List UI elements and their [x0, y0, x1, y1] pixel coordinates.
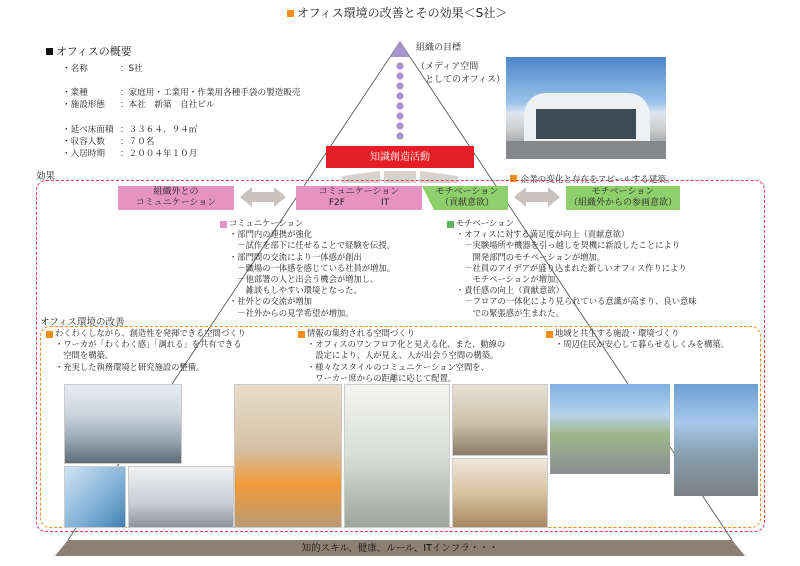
box-motivation [426, 186, 508, 210]
building-caption-text: 企業の変化と存在をアピールする建築。 [520, 174, 675, 185]
green-square-icon [447, 221, 454, 228]
overview-value: ：７０名 [120, 137, 155, 147]
box-external-motivation-label: モチベーション （組織外からの参画意欲） [568, 187, 677, 208]
overview-value: ：３３６４．９４㎡ [120, 125, 198, 135]
improvement-col1-text: わくわくしながら、創造性を発揮できる空間づくり ・ワーカが「わくわく感」「調れる」を共有できる 空間を構築。 ・充実した執務環境と研究施設の整備。 [55, 328, 246, 372]
overview-value: ：２００４年１０月 [120, 149, 198, 159]
communication-effects-text: コミュニケーション ・部門内の連携が強化 －試作を部下に任せることで経験を伝授。 ・部門間の交流により一体感が創出 －職場の一体感を感じている社員が増加。 －他部署の人と出会う機会が増加し、 雑談もしやすい環境となった。 ・社外との交流が増加 －社外からの見学希望が増加。 [229, 218, 395, 318]
overview-label: ・名称 [62, 64, 88, 74]
knowledge-creation-bar [326, 146, 474, 168]
foundation-label [55, 540, 745, 556]
box-external-motivation [566, 186, 680, 210]
overview-label: ・延べ床面積 [62, 125, 114, 135]
research-lab-photo [128, 466, 234, 528]
effects-label: 効果 [36, 171, 56, 182]
improvements-label: オフィス環境の改善 [40, 317, 125, 328]
goal-label: 組織の目標 [416, 43, 462, 53]
purple-dots [396, 62, 403, 139]
orange-square-icon [46, 331, 53, 338]
blue-room-photo [64, 466, 126, 528]
overview-label: ・入居時期 [62, 149, 105, 159]
overview-value: ：本社 新築 自社ビル [120, 100, 215, 110]
goal-subtitle: （メディア空間 としてのオフィス） [416, 62, 506, 85]
box-external-communication-label: 組織外との コミュニケーション [135, 187, 217, 208]
building-exterior-photo [674, 384, 758, 496]
overview-label: ・収容人数 [62, 137, 105, 147]
foundation-label-text: 知的スキル、健康、ルール、ITインフラ・・・ [301, 542, 499, 554]
orange-square-icon [546, 331, 553, 338]
box-communication-label: コミュニケーション F2F IT [318, 187, 400, 208]
overview-heading-text: オフィスの概要 [56, 45, 132, 58]
knowledge-creation-label: 知識創造活動 [370, 151, 430, 163]
box-external-communication [118, 186, 234, 210]
orange-square-icon [298, 331, 305, 338]
pink-square-icon [220, 221, 227, 228]
cafeteria-photo [452, 458, 548, 528]
building-glass [536, 109, 636, 139]
reception-photo [234, 384, 342, 528]
office-floor-photo [64, 384, 182, 464]
building-ground [506, 141, 666, 159]
overview-value: ：S社 [120, 64, 143, 74]
motivation-effects-text: モチベーション ・オフィスに対する満足度が向上（貢献意欲） －実験場所や機器を引っ越しを契機に新設したことにより 開発部門のモチベーションが増加。 －社員のアイデアが盛り込まれた新しいオフィス作りにより モチベーションが増加。 ・責任感の向上（貢献意欲） －フロアの一体化により見られている意識が高まり、良い意味 での緊張感が生まれた。 [456, 218, 697, 318]
box-motivation-label: モチベーション （貢献意欲） [435, 187, 499, 208]
box-communication [296, 186, 422, 210]
corridor-photo [344, 384, 450, 528]
pyramid-apex-triangle [390, 42, 410, 57]
meeting-photo [452, 384, 548, 456]
improvement-col3-text: 地域と共生する施設・環境づくり ・周辺住民が安心して暮らせるしくみを構築。 [555, 328, 729, 350]
overview-label: ・施設形態 [62, 100, 105, 110]
improvement-col2-text: 情報の集約される空間づくり ・オフィスのワンフロア化と見える化、また、動線の 設定により、人が見え、人が出会う空間の構築。 ・様々なスタイルのコミュニケーション空間を、 ワーカー席からの距離に応じて配置。 [307, 328, 506, 383]
overview-label: ・業種 [62, 88, 88, 98]
overview-value: ：家庭用・工業用・作業用各種手袋の製造販売 [120, 88, 301, 98]
building-photo [506, 57, 666, 159]
street-photo [550, 384, 670, 474]
page-title-text: オフィス環境の改善とその効果＜S社＞ [297, 6, 508, 20]
